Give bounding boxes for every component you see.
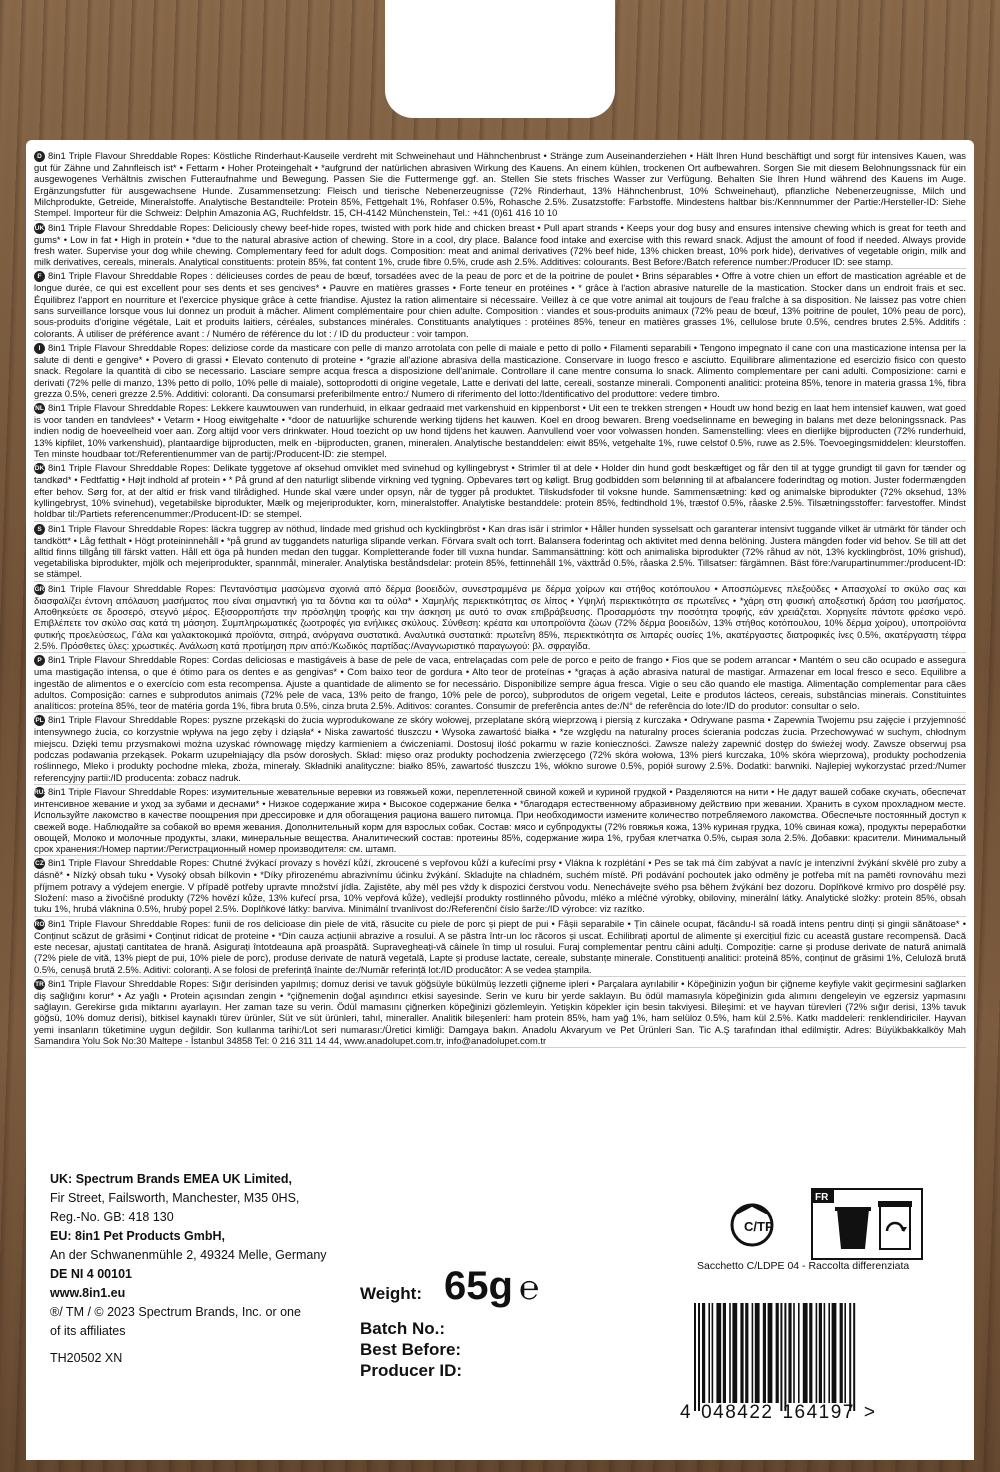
barcode-guard-bar [698, 1303, 700, 1411]
language-code-badge: RUS [34, 788, 48, 796]
barcode-quiet-zone-marker: > [863, 1402, 877, 1423]
uk-reg-number: Reg.-No. GB: 418 130 [50, 1210, 174, 1224]
ingredient-block [34, 150, 966, 221]
ingredient-block [34, 714, 966, 785]
barcode-bar [816, 1303, 818, 1403]
barcode-bar [708, 1303, 710, 1403]
barcode-bar [732, 1303, 737, 1403]
ingredient-block [34, 402, 966, 461]
barcode-bar [803, 1303, 808, 1403]
barcode-guard-bar [784, 1303, 786, 1411]
barcode-bar [740, 1303, 743, 1403]
ingredient-text: 8in1 Triple Flavour Shreddable Ropes : délicieuses cordes de peau de bœuf, torsadées avec de la peau de porc et de la poitrine de poulet • Brins séparables • Offre à votre chien un effort de mastication agréable et de longue durée, ce qui est excellent pour ses dents et ses gencives* • Pauvre en matières grasses • Forte teneur en protéines • * grâce à l'action abrasive naturelle de la mastication. Stocker dans un endroit frais et sec. Équilibrez l'apport en nourriture et l'exercice physique grâce à cette friandise. Ajustez la ration alimentaire si nécessaire. Veillez à ce que votre animal ait toujours de l'eau fraîche à sa disposition. Ne laissez pas votre chien sans surveillance lorsque vous lui donnez un produit à mâcher. Aliment complémentaire pour chien adulte. Composition : viandes et sous-produits animaux (72% peau de bœuf, 13% poitrine de poulet, 10% peau de porc), sous-produits d'origine végétale, Lait et produits laitiers, céréales, substances minérales. Constituants analytiques : protéines 85%, teneur en matières grasses 1%, cellulose brute 0.5%, cendres brutes 2.5%. Additifs : colorants. À utiliser de préférence avant : / Numéro de référence du lot : / ID du producteur : voir tampon. [34, 270, 966, 339]
product-code: TH20502 XN [50, 1351, 123, 1365]
barcode-bar [729, 1303, 731, 1403]
barcode-guard-bar [849, 1303, 851, 1411]
barcode-bar [832, 1303, 837, 1403]
ingredient-text: 8in1 Triple Flavour Shreddable Ropes: Köstliche Rinderhaut-Kauseile verdreht mit Schweinehaut und Hähnchenbrust • Stränge zum Auseinanderziehen • Hält Ihren Hund beschäftigt und sorgt für intensives Kauen, was gut für Zähne und Zahnfleisch ist* • Fettarm • Hoher Proteingehalt • *aufgrund der natürlichen abrasiven Wirkung des Kauens. An einem kühlen, trockenen Ort aufbewahren. Sorgen Sie mit diesem Belohnungssnack für ein ausgewogenes Verhältnis zwischen Futteraufnahme und Bewegung. Passen Sie die Futtermenge ggf. an. Stellen Sie stets frisches Wasser zur Verfügung. Behalten Sie Ihren Hund während des Kauens im Auge. Ergänzungsfutter für ausgewachsene Hunde. Zusammensetzung: Fleisch und tierische Nebenerzeugnisse (72% Rinderhaut, 13% Hähnchenbrust, 10% Schweinehaut), pflanzliche Nebenerzeugnisse, Milch und Milchprodukte, Getreide, Mineralstoffe. Analytische Bestandteile: Protein 85%, Fettgehalt 1%, Rohfaser 0.5%, Rohasche 2.5%. Zusatzstoffe: Farbstoffe. Mindestens haltbar bis:/Kennnummer der Partie:/Hersteller-ID: Siehe Stempel. Importeur für die Schweiz: Delphin Amazonia AG, Ruchfeldstr. 15, CH-4142 Münchenstein, Tel.: +41 (0)61 416 10 10 [34, 150, 966, 219]
barcode-digits-right: 164197 [782, 1402, 855, 1423]
weight-value: 65g [444, 1264, 513, 1308]
barcode-bar [844, 1303, 846, 1403]
barcode-bar [768, 1303, 773, 1403]
barcode-bar [776, 1303, 779, 1403]
language-code-badge: D [34, 151, 45, 162]
language-code-badge: GR [34, 585, 45, 593]
ingredient-block [34, 654, 966, 713]
barcode-bar [752, 1303, 754, 1403]
language-code-badge: TR [35, 980, 44, 988]
hang-hole [385, 0, 615, 118]
barcode-bar [840, 1303, 843, 1403]
barcode-bar [828, 1303, 830, 1403]
language-code-badge: F [34, 271, 45, 282]
weight-row [360, 1264, 539, 1314]
barcode-digits [680, 1402, 950, 1424]
ingredient-text: 8in1 Triple Flavour Shreddable Ropes: Delikate tyggetove af oksehud omviklet med svinehud og kyllingebryst • Strimler til at dele • Holder din hund godt beskæftiget og får den til at tygge grundigt til gavn for tænder og tandkød* • Fedtfattig • Højt indhold af protein • * På grund af den naturligt slibende virkning ved tygning. Opbevares tørt og køligt. Brug godbidden som belønning til at afbalancere foderindtag og motion. Juster fodermængden efter behov. Sørg for, at der altid er frisk vand tilrådighed. Hunde skal være under opsyn, når de tygger på produktet. Tilskudsfoder til voksne hunde. Sammensætning: kød og animalske biprodukter (72% oksehud, 13% kyllingebryst, 10% svinehud), vegetabilske biprodukter, Mælk og mejeriprodukter, korn, mineralstoffer. Analytiske bestanddele: protein 85%, fedtindhold 1%, træstof 0.5%, råaske 2.5%. Tilsætningsstoffer: farvestoffer. Mindst holdbar til:/Partiets referencenummer:/Producent-ID: se stempel. [34, 462, 966, 520]
ingredient-text: 8in1 Triple Flavour Shreddable Ropes: Πεντανόστιμα μασώμενα σχοινιά από δέρμα βοοειδών, συνεστραμμένα με δέρμα χοίρων και στήθος κοτόπουλου • Αποσπώμενες πλεξούδες • Απασχολεί το σκύλο σας και διασφαλίζει έντονη απόλαυση μασήματος που είναι σημαντική για τα δόντια και τα ούλα* • Χαμηλής περιεκτικότητας σε λίπος • Υψηλή περιεκτικότητα σε πρωτεΐνες • *χάρη στη φυσική αποξεστική δράση του μασήματος. Αποθηκεύετε σε δροσερό, στεγνό μέρος. Εξισορροπήστε την πρόσληψη τροφής και την άσκηση με αυτό το σνακ επιβράβευσης. Προσαρμόστε την ποσότητα τροφής, εάν χρειάζεται. Χορηγείτε πάντοτε φρέσκο νερό. Επιβλέπετε τον σκύλο σας κατά τη μάσηση. Συμπληρωματικές ζωοτροφές για ενήλικες σκύλους. Σύνθεση: κρέατα και υποπροϊόντα ζώων (72% δέρμα βοοειδών, 13% στήθος κοτόπουλου, 10% δέρμα χοίρου), υποπροϊόντα φυτικής προελεύσεως, Γάλα και γαλακτοκομικά προϊόντα, σιτηρά, ανόργανα συστατικά. Αναλυτικά συστατικά: πρωτεΐνη 85%, περιεκτικότητα σε λιπαρές ουσίες 1%, ακατέργαστες διατροφικές ίνες 0.5%, ακατέργαστη τέφρα 2.5%. Πρόσθετες ύλες: χρωστικές. Ανάλωση κατά προτίμηση πριν από:/Κωδικός παρτίδας:/Αναγνωριστικό παραγωγού: βλ. σφραγίδα. [34, 582, 966, 651]
barcode-bar [716, 1303, 721, 1403]
ingredient-text: 8in1 Triple Flavour Shreddable Ropes: Sığır derisinden yapılmış; domuz derisi ve tavuk göğsüyle bükülmüş lezzetli çiğneme ipleri • Parçalara ayrılabilir • Köpeğinizin yoğun bir çiğneme keyfiyle vakit geçirmesini sağlarken diş sağlığını korur* • Az yağlı • Protein açısından zengin • *çiğnemenin doğal aşındırıcı etkisi sayesinde. Serin ve kuru bir yerde saklayın. Bu ödül mamasıyla köpeğinizin gıda alımını dengeleyin ve egzersiz yapmasını sağlayın. Gerekirse gıda miktarını ayarlayın. Her zaman taze su verin. Ödül mamasını çiğnerken köpeğinizi gözlemleyin. Yetişkin köpekler için besin takviyesi. Bileşimi: et ve hayvan türevleri (72% sığır derisi, 13% tavuk göğsü, 10% domuz derisi), bitkisel kaynaklı türev ürünler, Süt ve süt ürünleri, tahıl, mineraller. Analitik bileşenleri: ham protein 85%, ham yağ 1%, ham selüloz 0.5%, ham kül 2.5%. Katkı maddeleri: renklendiriciler. Hayvan yemi insanların tüketimine uygun değildir. Son kullanma tarihi:/Lot seri numarası:/Üretici kimliği: Damgaya bakın. Anadolu Akvaryum ve Pet Ürünleri San. Tic A.Ş tarafından ithal edilmiştir. Adres: Büyükbakkalköy Mah Samandıra Yolu Sok No:30 Maltepe - İstanbul 34858 Tel: 0 216 311 14 44, www.anadolupet.com.tr, info@anadolupet.com.tr [34, 977, 966, 1047]
barcode-bar [788, 1303, 791, 1403]
eu-code: DE NI 4 00101 [50, 1267, 132, 1281]
barcode-bar [723, 1303, 726, 1403]
uk-importer: UK: Spectrum Brands EMEA UK Limited, [50, 1172, 292, 1186]
barcode-bar [745, 1303, 748, 1403]
ingredient-block [34, 978, 966, 1049]
ingredient-block [34, 523, 966, 582]
triman-icon [732, 1205, 774, 1245]
language-code-badge: RO [34, 920, 45, 928]
barcode-guard-bar [694, 1303, 696, 1411]
barcode-bar [819, 1303, 822, 1403]
ingredient-block [34, 342, 966, 401]
best-before-label: Best Before: [360, 1340, 462, 1359]
language-code-badge: NL [35, 405, 44, 413]
copyright-line-2: of its affiliates [50, 1324, 126, 1338]
barcode-bar [793, 1303, 795, 1403]
language-code-badge: DK [34, 465, 45, 473]
barcode-bar [763, 1303, 766, 1403]
language-code-badge: S [34, 524, 45, 535]
ingredient-block [34, 222, 966, 270]
eu-manufacturer: EU: 8in1 Pet Products GmbH, [50, 1229, 226, 1243]
batch-info [360, 1318, 462, 1381]
ingredient-block [34, 786, 966, 857]
producer-id-label: Producer ID: [360, 1361, 463, 1380]
barcode-digit-lead: 4 [680, 1402, 693, 1423]
weight-label: Weight: [360, 1284, 423, 1303]
ingredient-text: 8in1 Triple Flavour Shreddable Ropes: Chutné žvýkací provazy s hovězí kůží, zkroucené s vepřovou kůží a kuřecími prsy • Vlákna k rozplétání • Pes se tak má čím zabývat a navíc je intenzivní žvýkání skvělé pro zuby a dásně* • Nízký obsah tuku • Vysoký obsah bílkovin • *Díky přirozenému abrazivnímu účinku žvýkání. Skladujte na chladném, suchém místě. Při podávání pochoutek jako odměny je potřeba mít na paměti rovnováhu mezi příjmem potravy a výdejem energie. V případě potřeby upravte množství jídla. Zajistěte, aby měl pes vždy k dispozici čerstvou vodu. Nenechávejte svého psa během žvýkání bez dozoru. Doplňkové krmivo pro dospělé psy. Složení: maso a živočišné produkty (72% hovězí kůže, 13% kuřecí prsa, 10% vepřová kůže), vedlejší produkty rostlinného původu, mléko a mléčné výrobky, obiloviny, minerální látky. Analytické složky: protein 85%, obsah tuku 1%, hrubá vláknina 0.5%, hrubý popel 2.5%. Doplňkové látky: barviva. Minimální trvanlivost do:/Referenční číslo šarže:/ID výrobce: viz razítko. [34, 857, 966, 915]
ingredient-text: 8in1 Triple Flavour Shreddable Ropes: изумительные жевательные веревки из говяжьей кожи, переплетенной свиной кожей и куриной грудкой • Разделяются на нити • Не дадут вашей собаке скучать, обеспечат интенсивное жевание и уход за зубами и деснами* • Низкое содержание жира • Высокое содержание белка • *благодаря естественному абразивному действию при жевании. Хранить в сухом прохладном месте. Используйте лакомство в качестве поощрения при дрессировке и для обогащения рациона вашего питомца. При необходимости измените количество потребляемого лакомства. Обеспечьте постоянный доступ к свежей воде. Наблюдайте за собакой во время жевания. Дополнительный корм для взрослых собак. Состав: мясо и субпродукты (72% говяжья кожа, 13% куриная грудка, 10% свиная кожа), продукты переработки овощей, Молоко и молочные продукты, злаки, минеральные вещества. Аналитический состав: протеины 85%, содержание жира 1%, грубая клетчатка 0.5%, сырая зола 2.5%. Добавки: красители. Минимальный срок хранения:/Номер партии:/Регистрационный номер производителя: см. штамп. [34, 785, 966, 855]
recycling-text: Sacchetto C/LDPE 04 - Raccolta differenziata [697, 1260, 910, 1272]
batch-number-label: Batch No.: [360, 1319, 445, 1338]
ingredient-block [34, 462, 966, 521]
barcode-guard-bar [853, 1303, 855, 1411]
material-code: C/TP [744, 1219, 774, 1234]
language-code-badge: P [34, 655, 45, 666]
language-code-badge: CZ [35, 860, 44, 868]
ingredient-text: 8in1 Triple Flavour Shreddable Ropes: Deliciously chewy beef-hide ropes, twisted with pork hide and chicken breast • Pull apart strands • Keeps your dog busy and ensures intensive chewing which is great for teeth and gums* • Low in fat • High in protein • *due to the natural abrasive action of chewing. Store in a cool, dry place. Balance food intake and exercise with this reward snack. Adjust the amount of food if needed. Always provide fresh water. Supervise your dog while chewing. Complementary feed for adult dogs. Composition: meat and animal derivatives (72% beef hide, 13% chicken breast, 10% pork hide), derivatives of vegetable origin, milk and milk derivatives, cereals, minerals. Analytical constituents: protein 85%, fat content 1%, crude fibre 0.5%, crude ash 2.5%. Additives: colourants. Best Before:/Batch reference number:/Producer ID: see stamp. [34, 221, 966, 268]
language-code-badge: I [34, 343, 45, 354]
ingredient-block [34, 857, 966, 916]
ingredient-text: 8in1 Triple Flavour Shreddable Ropes: funii de ros delicioase din piele de vită, răsucite cu piele de porc și piept de pui • Fâșii separabile • Țin câinele ocupat, făcându-l să roadă intens pentru dinți și gingii sănătoase* • Conținut scăzut de grăsimi • Conținut ridicat de proteine • *Din cauza acțiunii abrazive a rosului. A se păstra într-un loc răcoros și uscat. Echilibrați aportul de alimente și exercițiul fizic cu această gustare recompensă. Dacă este necesar, ajustați cantitatea de hrană. Asigurați întotdeauna apă proaspătă. Supravegheați-vă câinele în timp ul rosului. Furaj complementar pentru câini adulți. Compoziție: carne și produse derivate de natură animală (72% piele de vită, 13% piept de pui, 10% piele de porc), produse derivate de natură vegetală, Lapte și produse lactate, cereale, substanțe minerale. Constituenți analitici: proteină 85%, conținut de grăsimi 1%, Celuloză brută 0.5%, cenușă brută 2.5%. Aditivi: coloranți. A se folosi de preferință înainte de:/Număr referință lot:/ID producător: A se vedea ștampila. [34, 917, 966, 975]
ingredient-block [34, 918, 966, 977]
sorting-info-icon [812, 1189, 922, 1259]
barcode-bar [798, 1303, 800, 1403]
barcode-digits-left: 048422 [701, 1402, 774, 1423]
ingredient-text: 8in1 Triple Flavour Shreddable Ropes: pyszne przekąski do żucia wyprodukowane ze skóry wołowej, przeplatane skórą wieprzową i piersią z kurczaka • Odrywane pasma • Zapewnia Twojemu psu zajęcie i przyjemność intensywnego żucia, co korzystnie wpływa na jego zęby i dziąsła* • Niska zawartość tłuszczu • Wysoka zawartość białka • *ze względu na naturalny proces ścierania podczas żucia. Przechowywać w suchym, chłodnym miejscu. Dzięki temu przysmakowi można uzyskać równowagę między karmieniem a ćwiczeniami. Dostosuj ilość pokarmu w razie konieczności. Zawsze należy zapewnić dostęp do świeżej wody. Zawsze obserwuj psa podczas podawania przekąsek. Pokarm uzupełniający dla psów dorosłych. Skład: mięso oraz produkty pochodzenia zwierzęcego (72% skóra wołowa, 13% pierś kurczaka, 10% skóra wieprzowa), produkty pochodzenia roślinnego, Mleko i produkty pochodne mleka, zboża, minerały. Składniki analityczne: białko 85%, zawartość tłuszczu 1%, włókno surowe 0.5%, popiół surowy 2.5%. Dodatki: barwniki. Najlepiej wykorzystać przed:/Numer referencyjny partii:/ID producenta: zobacz nadruk. [34, 714, 966, 783]
barcode-bar [809, 1303, 812, 1403]
ingredient-text: 8in1 Triple Flavour Shreddable Ropes: deliziose corde da masticare con pelle di manzo arrotolata con pelle di maiale e petto di pollo • Filamenti separabili • Tengono impegnato il cane con una masticazione intensa per la salute di denti e gengive* • Povero di grassi • Elevato contenuto di proteine • *grazie all'azione abrasiva della masticazione. Conservare in luogo fresco e asciutto. Equilibrare alimentazione ed esercizio fisico con questo snack. Regolare la quantità di cibo se necessario. Lasciare sempre acqua fresca a disposizione dell'animale. Controllare il cane mentre consuma lo snack. Alimento complementare per cani adulti. Composizione: carni e derivati (72% pelle di manzo, 13% petto di pollo, 10% pelle di maiale), sottoprodotti di origine vegetale, Latte e derivati del latte, cereali, sostanze minerali. Componenti analitici: proteina 85%, tenore in materia grassa 1%, fibra grezza 0.5%, ceneri grezze 2.5%. Additivi: coloranti. Da consumarsi preferibilmente entro:/ Numero di riferimento del lotto:/Identificativo del produttore: vedere timbro. [34, 341, 966, 399]
country-code: FR [815, 1192, 829, 1203]
ingredients-text [34, 150, 966, 1163]
barcode-guard-bar [780, 1303, 782, 1411]
language-code-badge: UK [34, 224, 45, 232]
language-code-badge: PL [35, 717, 44, 725]
manufacturer-address [50, 1170, 350, 1368]
eu-address-line: An der Schwanenmühle 2, 49324 Melle, Germany [50, 1248, 327, 1262]
ingredient-text: 8in1 Triple Flavour Shreddable Ropes: läckra tuggrep av nöthud, lindade med grishud och kycklingbröst • Kan dras isär i strimlor • Håller hunden sysselsatt och garanterar intensivt tuggande vilket är utmärkt för tänder och tandkött* • Låg fetthalt • Högt proteininnehåll • *på grund av tuggandets naturliga slipande verkan. Förvara svalt och torrt. Balansera foderintag och aktivitet med denna belöning. Justera mängden foder vid behov. Se till att det alltid finns tillgång till färskt vatten. Håll ett öga på hunden medan den tuggar. Kompletterande foder till vuxna hundar. Sammansättning: kött och animaliska biprodukter (72% råhud av nöt, 13% kycklingbröst, 10% grishud), vegetabiliska biprodukter, mjölk och mejeriprodukter, spannmål, mineraler. Analytiska beståndsdelar: protein 85%, fettinnehåll 1%, växttråd 0.5%, råaska 2.5%. Tillsatser: färgämnen. Bäst före:/varupartinummer:/producent-ID: se stämpel. [34, 522, 966, 580]
barcode-bar [755, 1303, 760, 1403]
ingredient-block [34, 270, 966, 341]
uk-address-line: Fir Street, Failsworth, Manchester, M35 0HS, [50, 1191, 300, 1205]
ingredient-text: 8in1 Triple Flavour Shreddable Ropes: Lekkere kauwtouwen van runderhuid, in elkaar gedraaid met varkenshuid en kippenborst • Uit een te trekken strengen • Houdt uw hond bezig en laat hem intensief kauwen, wat goed is voor tanden en tandvlees* • Vetarm • Hoog eiwitgehalte • *door de natuurlijke schurende werking tijdens het kauwen. Koel en droog bewaren. Breng voedselinname en beweging in balans met deze beloningssnack. Pas indien nodig de hoeveelheid voer aan. Zorg altijd voor vers drinkwater. Houd toezicht op uw hond tijdens het kauwen. Aanvullend voer voor volwassen honden. Samenstelling: vlees en dierlijke bijproducten (72% runderhuid, 13% kipfilet, 10% varkenshuid), plantaardige bijproducten, melk en -bijproducten, granen, mineralen. Analytische bestanddelen: eiwit 85%, vetgehalte 1%, ruwe celstof 0.5%, ruwe as 2.5%. Toevoegingsmiddelen: kleurstoffen. Ten minste houdbaar tot:/Referentienummer van de partij:/Producent-ID: zie stempel. [34, 402, 966, 460]
barcode-bar [702, 1303, 705, 1403]
website: www.8in1.eu [50, 1286, 126, 1300]
ingredient-text: 8in1 Triple Flavour Shreddable Ropes: Cordas deliciosas e mastigáveis à base de pele de vaca, entrelaçadas com pele de porco e peito de frango • Fios que se podem arrancar • Mantém o seu cão ocupado e assegura uma mastigação intensa, o que é ótimo para os dentes e as gengivas* • Com baixo teor de gordura • Alto teor de proteínas • *graças à ação abrasiva natural de mastigar. Armazenar em local fresco e seco. Equilibre a ingestão de alimentos e o exercício com esta recompensa. Ajuste a quantidade de alimento se for necessário. Disponibilize sempre água fresca. Vigie o seu cão quando ele mastiga. Alimentação complementar para cães adultos. Composição: carnes e subprodutos animais (72% pele de vaca, 13% peito de frango, 10% pele de porco), subprodutos de origem vegetal, Leite e produtos lácteos, cereais, substâncias minerais. Constituintes analíticos: proteína 85%, teor de matéria gorda 1%, fibra bruta 0.5%, cinza bruta 2.5%. Aditivos: corantes. Consumir de preferência antes de:/N° de referência do lote:/ID do produtor: consultar o selo. [34, 654, 966, 712]
barcode-bar [824, 1303, 826, 1403]
copyright-line: ®/ TM / © 2023 Spectrum Brands, Inc. or one [50, 1305, 301, 1319]
ingredient-block [34, 583, 966, 654]
barcode-bar [712, 1303, 714, 1403]
estimated-sign-icon: ℮ [518, 1269, 540, 1307]
